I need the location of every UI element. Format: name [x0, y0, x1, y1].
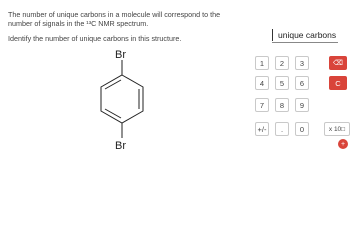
plus-icon[interactable]: + — [338, 139, 348, 149]
key-9[interactable]: 9 — [295, 98, 309, 112]
key-1[interactable]: 1 — [255, 56, 269, 70]
double-bond-3 — [105, 109, 121, 118]
key-2[interactable]: 2 — [275, 56, 289, 70]
answer-input[interactable] — [272, 29, 338, 43]
dibromobenzene-drawing — [70, 44, 180, 150]
benzene-ring — [101, 75, 143, 123]
answer-unit-label: unique carbons — [278, 30, 337, 40]
key-0[interactable]: 0 — [295, 122, 309, 136]
key-7[interactable]: 7 — [255, 98, 269, 112]
bottom-br-label: Br — [115, 140, 126, 150]
key-4[interactable]: 4 — [255, 76, 269, 90]
key-8[interactable]: 8 — [275, 98, 289, 112]
question-prompt: Identify the number of unique carbons in this structure. — [8, 34, 182, 43]
key-5[interactable]: 5 — [275, 76, 289, 90]
sign-toggle-button[interactable]: +/- — [255, 122, 269, 136]
backspace-icon[interactable]: ⌫ — [329, 56, 347, 70]
key-3[interactable]: 3 — [295, 56, 309, 70]
top-br-label: Br — [115, 49, 126, 61]
question-text — [8, 10, 243, 43]
double-bond-1 — [105, 80, 121, 89]
answer-panel — [246, 22, 350, 153]
key-6[interactable]: 6 — [295, 76, 309, 90]
text-caret — [272, 29, 273, 41]
question-intro: The number of unique carbons in a molecule will correspond to the number of signals in the ¹³C NMR spectrum. — [8, 10, 221, 28]
molecule-structure — [70, 44, 180, 150]
clear-button[interactable]: C — [329, 76, 347, 90]
decimal-button[interactable]: . — [275, 122, 289, 136]
scientific-notation-button[interactable]: x 10□ — [324, 122, 350, 136]
